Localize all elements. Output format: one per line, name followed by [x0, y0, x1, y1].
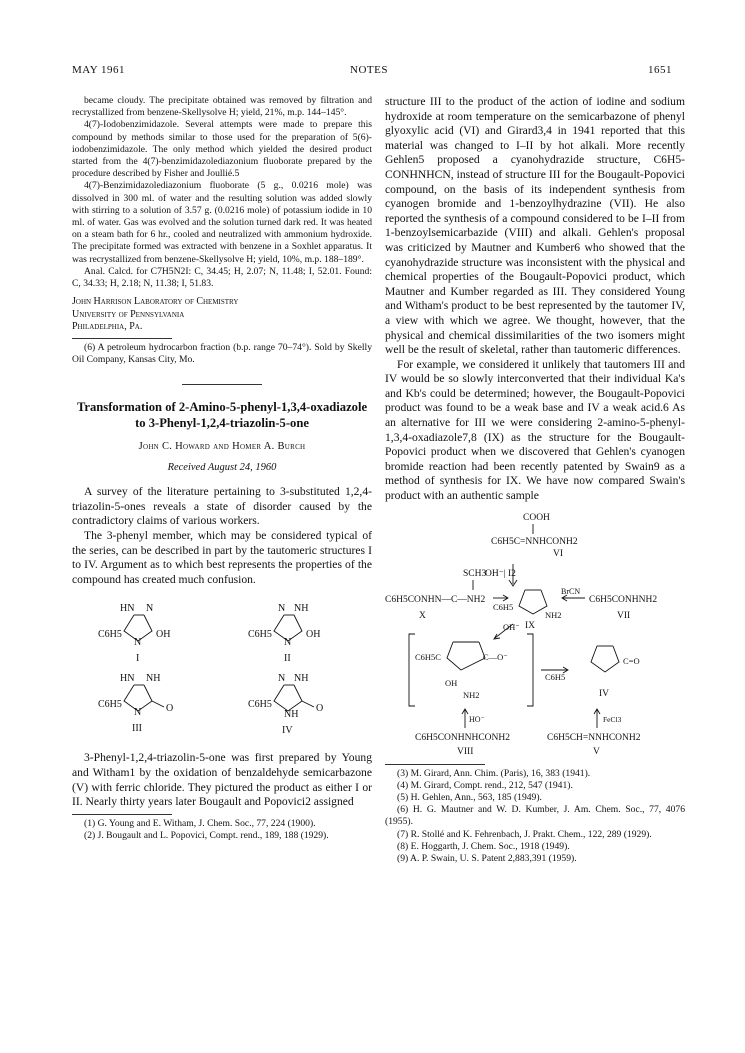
paragraph: The 3-phenyl member, which may be considered typical of the series, can be described in part by the tautomeric structures I to IV. Argument as to which best represents the properties of the compound has created much confusion.	[72, 528, 372, 586]
ring-atom: N	[284, 637, 292, 649]
footnote-rule	[72, 814, 172, 815]
footnote: (9) A. P. Swain, U. S. Patent 2,883,391 (1959).	[397, 853, 577, 865]
footnote-rule	[385, 764, 485, 765]
substituent: C6H5C	[415, 651, 441, 662]
substituent: OH	[156, 629, 171, 641]
formula: C6H5CH=NNHCONH2	[547, 732, 641, 743]
ring-atom: N	[134, 637, 142, 649]
running-header-section: NOTES	[350, 64, 388, 76]
ring-atom: N	[278, 673, 286, 685]
compound-label: IV	[282, 725, 293, 737]
address-line: University of Pennsylvania	[72, 308, 185, 320]
formula: SCH3	[463, 568, 487, 579]
footnote: (7) R. Stollé and K. Fehrenbach, J. Prakt. Chem., 122, 289 (1929).	[397, 828, 652, 840]
substituent: C6H5	[545, 671, 566, 682]
substituent: OH	[306, 629, 321, 641]
paragraph: A survey of the literature pertaining to 3-substituted 1,2,4-triazolin-5-ones reveals a state of disorder caused by the contradictory claims of various workers.	[72, 485, 372, 528]
paragraph: 4(7)-Iodobenzimidazole. Several attempts were made to prepare this compound by methods similar to those used for the preparation of 5(6)-iodobenzimidazole. The only method which yielded the desired product started from the 4(7)-benzimidazolediazonium fluoborate prepared by the procedure described by Fisher and Joullié.5	[72, 119, 372, 180]
reagent: OH⁻	[503, 621, 520, 632]
formula: C6H5CONHNH2	[589, 594, 658, 605]
right-column	[385, 95, 685, 865]
formula: OH	[445, 677, 458, 688]
footnote: (5) H. Gehlen, Ann., 563, 185 (1949).	[397, 792, 542, 804]
footnote: (2) J. Bougault and L. Popovici, Compt. rend., 189, 188 (1929).	[84, 829, 329, 841]
substituent: O	[316, 703, 324, 715]
page-number: 1651	[648, 64, 672, 76]
compound-label: V	[593, 746, 600, 757]
formula: C6H5C=NNHCONH2	[491, 536, 578, 547]
ring-atom: NH	[146, 673, 161, 685]
compound-label: VII	[617, 610, 631, 621]
ring-atom: NH	[284, 709, 299, 721]
substituent: C6H5	[493, 601, 514, 612]
article-separator	[182, 384, 262, 385]
address-block	[72, 296, 372, 334]
substituent: O	[166, 703, 174, 715]
footnote: (4) M. Girard, Compt. rend., 212, 547 (1941).	[397, 779, 573, 791]
ring-atom: NH	[294, 673, 309, 685]
compound-label: IX	[525, 620, 536, 631]
formula: C6H5CONHN—C—NH2	[385, 594, 486, 605]
reagent: BrCN	[561, 586, 581, 596]
formula: COOH	[523, 512, 550, 523]
footnote: (6) H. G. Mautner and W. D. Kumber, J. Am. Chem. Soc., 77, 4076 (1955).	[385, 804, 685, 828]
reagent: HO⁻	[469, 714, 485, 724]
article-title: Transformation of 2-Amino-5-phenyl-1,3,4-oxadiazole to 3-Phenyl-1,2,4-triazolin-5-one	[76, 400, 368, 431]
address-line: Philadelphia, Pa.	[72, 321, 143, 333]
compound-label: I	[136, 653, 140, 665]
compound-label: IV	[599, 688, 610, 699]
ring-atom: N	[134, 707, 142, 719]
address-line: John Harrison Laboratory of Chemistry	[72, 296, 239, 308]
reagent: FeCl3	[603, 714, 622, 724]
compound-label: VI	[553, 548, 564, 559]
compound-label: X	[419, 610, 426, 621]
footnote: (8) E. Hoggarth, J. Chem. Soc., 1918 (1949).	[397, 840, 570, 852]
footnote: (6) A petroleum hydrocarbon fraction (b.p. range 70–74°). Sold by Skelly Oil Company, Kansas City, Mo.	[72, 341, 372, 365]
ring-atom: N	[146, 603, 154, 615]
article-authors: John C. Howard and Homer A. Burch	[138, 441, 306, 453]
compound-label: II	[284, 653, 291, 665]
paragraph: structure III to the product of the action of iodine and sodium hydroxide at room temperature on the semicarbazone of phenyl glyoxylic acid (VI) and Girard3,4 in 1941 reported that this material was changed to I–II by hot alkali. More recently Gehlen5 proposed a cyanohydrazide structure, C6H5-CONHNHCN, instead of structure III for the Bougault-Popovici compound, on the basis of its independent synthesis from cyanogen bromide and 1-benzoylhydrazine (VII). He also reported the synthesis of a compound considered to be I–II from 1-benzoylsemicarbazide (VIII) and alkali. Gehlen's proposal was criticized by Mautner and Kumber6 who showed that the cyanohydrazide structure was inconsistent with the physical and chemical properties of the Bougault-Popovici product, which Mautner and Kumber regarded as III. They considered Young and Witham's product to be best represented by the tautomer IV, a view with which we agree. We thought, however, that the physical and chemical dissimilarities of the two isomers might well be the result of skeletal, rather than tautomeric differences.	[385, 95, 685, 357]
ring-atom: HN	[120, 673, 135, 685]
substituent: C6H5	[248, 699, 272, 711]
substituent: C6H5	[98, 699, 122, 711]
paragraph: 3-Phenyl-1,2,4-triazolin-5-one was first prepared by Young and Witham1 by the oxidation of benzaldehyde semicarbazone (V) with ferric chloride. They pictured the product as either I or II. Nearly thirty years later Bougault and Popovici2 assigned	[72, 751, 372, 809]
footnote: (3) M. Girard, Ann. Chim. (Paris), 16, 383 (1941).	[397, 767, 591, 779]
reaction-scheme-figure	[385, 510, 685, 760]
compound-label: VIII	[457, 746, 474, 757]
footnote: (1) G. Young and E. Witham, J. Chem. Soc., 77, 224 (1900).	[84, 817, 316, 829]
substituent: C6H5	[98, 629, 122, 641]
tautomer-structures-figure	[72, 593, 372, 743]
formula: C=O	[623, 655, 640, 666]
compound-label: III	[132, 723, 142, 735]
formula: C—O⁻	[483, 651, 508, 662]
reagent: OH⁻| I2	[485, 568, 516, 579]
formula: NH2	[463, 689, 480, 700]
paragraph: 4(7)-Benzimidazolediazonium fluoborate (5 g., 0.0216 mole) was dissolved in 300 ml. of water and the resulting solution was added slowly with stirring to a solution of 3.57 g. (0.0216 mole) of potassium iodide in 10 ml. of water. Gas was evolved and the solution turned dark red. It was heated on a steam bath for 6 hr., cooled and neutralized with ammonium hydroxide. The precipitate formed was extracted with benzene in a Soxhlet apparatus. It was recrystallized from benzene-Skellysolve H; yield, 10%, m.p. 188–189°.	[72, 180, 372, 265]
formula: C6H5CONHNHCONH2	[415, 732, 511, 743]
substituent: C6H5	[248, 629, 272, 641]
ring-atom: NH	[294, 603, 309, 615]
received-date: Received August 24, 1960	[167, 462, 277, 474]
left-column	[72, 95, 372, 842]
running-header-date: MAY 1961	[72, 64, 126, 76]
ring-atom: N	[278, 603, 286, 615]
substituent: NH2	[545, 609, 562, 620]
ring-atom: HN	[120, 603, 135, 615]
paragraph: For example, we considered it unlikely that tautomers III and IV would be so slowly interconverted that their individual Ka's and Kb's could be determined; however, the Bougault-Popovici product was found to be a weak base and IV a weak acid.6 As an alternative for III we were considering 2-amino-5-phenyl-1,3,4-oxadiazole7,8 (IX) as the structure for the Bougault-Popovici product when we discovered that Gehlen's cyanogen bromide reaction had been recently patented by Swain9 as a method of synthesis for IX. We have now compared Swain's product with an authentic sample	[385, 357, 685, 503]
analysis-paragraph: Anal. Calcd. for C7H5N2I: C, 34.45; H, 2.07; N, 11.48; I, 52.01. Found: C, 34.33; H, 2.18; N, 11.38; I, 51.83.	[72, 265, 372, 290]
footnote-rule	[72, 338, 172, 339]
paragraph: became cloudy. The precipitate obtained was removed by filtration and recrystallized from benzene-Skellysolve H; yield, 21%, m.p. 144–145°.	[72, 95, 372, 119]
